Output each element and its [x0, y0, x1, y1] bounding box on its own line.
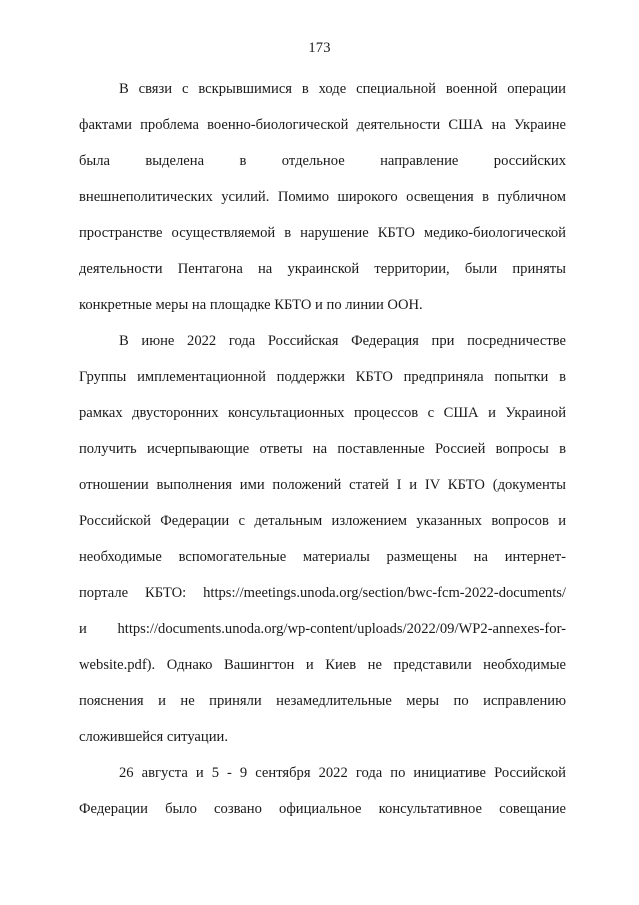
paragraph-3-line-1: 26 августа и 5 - 9 сентября 2022 года по инициативе Российской: [119, 765, 566, 781]
paragraph-1-line-3: была выделена в отдельное направление российских: [79, 153, 566, 169]
paragraph-2-line-10: website.pdf). Однако Вашингтон и Киев не представили необходимые: [79, 657, 566, 673]
paragraph-2-line-5: отношении выполнения ими положений статей I и IV КБТО (документы: [79, 477, 566, 493]
paragraph-2-line-3: рамках двусторонних консультационных процессов с США и Украиной: [79, 405, 566, 421]
paragraph-1-line-4: внешнеполитических усилий. Помимо широкого освещения в публичном: [79, 189, 566, 205]
paragraph-2-line-8: портале КБТО: https://meetings.unoda.org/section/bwc-fcm-2022-documents/: [79, 585, 566, 601]
paragraph-2-line-12: сложившейся ситуации.: [79, 729, 228, 745]
paragraph-2-line-9: и https://documents.unoda.org/wp-content/uploads/2022/09/WP2-annexes-for-: [79, 621, 566, 637]
paragraph-1-line-2: фактами проблема военно-биологической деятельности США на Украине: [79, 117, 566, 133]
paragraph-1-line-6: деятельности Пентагона на украинской территории, были приняты: [79, 261, 566, 277]
paragraph-2-line-6: Российской Федерации с детальным изложением указанных вопросов и: [79, 513, 566, 529]
body-text: [79, 71, 566, 827]
paragraph-2-line-4: получить исчерпывающие ответы на поставленные Россией вопросы в: [79, 441, 566, 457]
paragraph-1-line-7: конкретные меры на площадке КБТО и по линии ООН.: [79, 297, 423, 313]
paragraph-3-line-2: Федерации было созвано официальное консультативное совещание: [79, 801, 566, 817]
paragraph-2-line-7: необходимые вспомогательные материалы размещены на интернет-: [79, 549, 566, 565]
paragraph-1-line-5: пространстве осуществляемой в нарушение КБТО медико-биологической: [79, 225, 566, 241]
page-number: 173: [308, 40, 331, 56]
paragraph-2-line-2: Группы имплементационной поддержки КБТО предприняла попытки в: [79, 369, 566, 385]
paragraph-2-line-1: В июне 2022 года Российская Федерация при посредничестве: [119, 333, 566, 349]
paragraph-1-line-1: В связи с вскрывшимися в ходе специальной военной операции: [119, 81, 566, 97]
paragraph-2-line-11: пояснения и не приняли незамедлительные меры по исправлению: [79, 693, 566, 709]
